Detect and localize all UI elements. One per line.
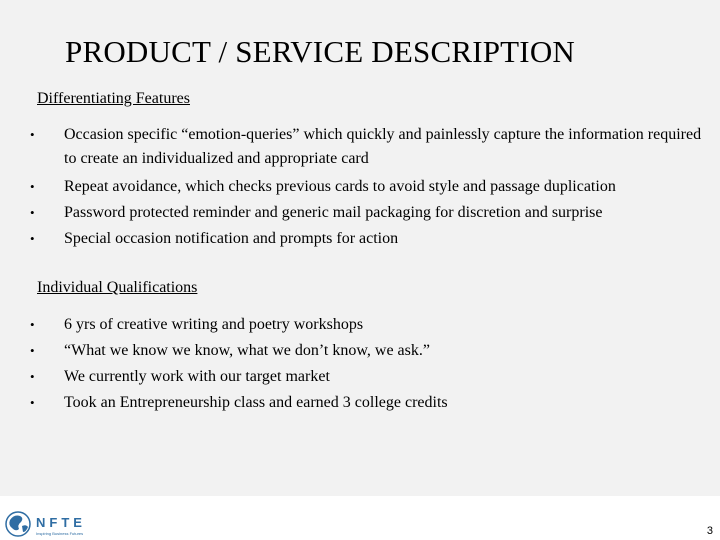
section-heading-features: Differentiating Features xyxy=(37,90,190,107)
list-item xyxy=(30,338,720,364)
list-item xyxy=(30,312,720,338)
bullet-icon: • xyxy=(30,343,35,358)
logo-wordmark: NFTE xyxy=(36,515,86,530)
features-list xyxy=(30,123,720,252)
slide-title: PRODUCT / SERVICE DESCRIPTION xyxy=(65,34,576,69)
page-number: 3 xyxy=(706,525,713,537)
bullet-icon: • xyxy=(30,127,35,142)
list-item-text: “What we know we know, what we don’t know, we ask.” xyxy=(64,342,430,359)
qualifications-list xyxy=(30,312,720,416)
list-item xyxy=(30,123,720,171)
list-item xyxy=(30,364,720,390)
section-heading-qualifications: Individual Qualifications xyxy=(37,279,198,296)
list-item-text: We currently work with our target market xyxy=(64,368,330,385)
logo-tagline: Inspiring Business Futures xyxy=(36,531,84,536)
list-item xyxy=(30,174,720,200)
list-item xyxy=(30,226,720,252)
globe-landmass-shape xyxy=(9,516,22,531)
list-item-text: Occasion specific “emotion-queries” which quickly and painlessly capture the information required to create an individualized and appropriate card xyxy=(64,126,702,167)
list-item-text: 6 yrs of creative writing and poetry workshops xyxy=(64,316,364,333)
bullet-icon: • xyxy=(30,317,35,332)
bullet-icon: • xyxy=(30,395,35,410)
bullet-icon: • xyxy=(30,369,35,384)
footer xyxy=(0,496,720,540)
bullet-icon: • xyxy=(30,231,35,246)
list-item-text: Password protected reminder and generic mail packaging for discretion and surprise xyxy=(64,204,603,221)
list-item xyxy=(30,390,720,416)
nfte-logo xyxy=(4,508,114,538)
list-item-text: Special occasion notification and prompts for action xyxy=(64,230,399,247)
list-item xyxy=(30,200,720,226)
bullet-icon: • xyxy=(30,179,35,194)
list-item-text: Repeat avoidance, which checks previous cards to avoid style and passage duplication xyxy=(64,178,616,195)
list-item-text: Took an Entrepreneurship class and earned 3 college credits xyxy=(64,394,448,411)
bullet-icon: • xyxy=(30,205,35,220)
